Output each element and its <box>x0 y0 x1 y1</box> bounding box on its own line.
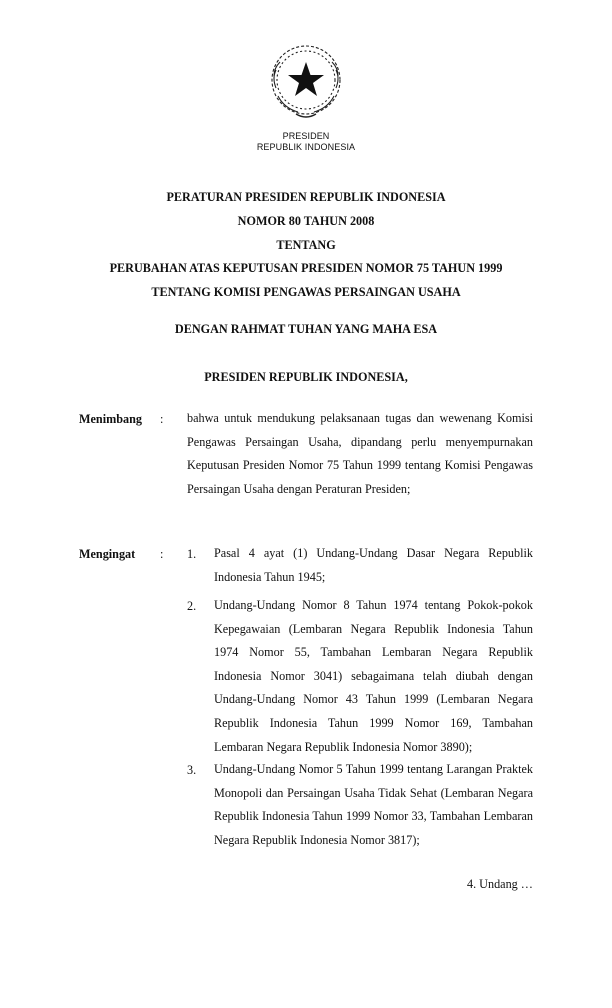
title-line-4: PERUBAHAN ATAS KEPUTUSAN PRESIDEN NOMOR 75 TAHUN 1999 <box>109 261 503 276</box>
title-line-1: PERATURAN PRESIDEN REPUBLIK INDONESIA <box>166 190 446 204</box>
mengingat-item-3-text: Undang-Undang Nomor 5 Tahun 1999 tentang Larangan Praktek Monopoli dan Persaingan Usaha Tidak Sehat (Lembaran Negara Republik Indonesia Tahun 1999 Nomor 33, Tambahan Lembaran Negara Republik Indonesia Nomor 3817); <box>214 762 533 847</box>
mengingat-item-1-number: 1. <box>187 547 197 561</box>
regulation-title <box>0 186 612 305</box>
mengingat-label: Mengingat <box>79 547 136 561</box>
menimbang-text: bahwa untuk mendukung pelaksanaan tugas dan wewenang Komisi Pengawas Persaingan Usaha, dipandang perlu menyempurnakan Keputusan Presiden Nomor 75 Tahun 1999 tentang Komisi Pengawas Persaingan Usaha dengan Peraturan Presiden; <box>187 411 533 496</box>
president-line: PRESIDEN REPUBLIK INDONESIA, <box>204 370 408 384</box>
title-line-3: TENTANG <box>276 237 336 252</box>
emblem-caption-republik: REPUBLIK INDONESIA <box>256 142 356 152</box>
emblem-caption-presiden: PRESIDEN <box>282 131 330 141</box>
blessing-line: DENGAN RAHMAT TUHAN YANG MAHA ESA <box>174 322 438 336</box>
title-line-2: NOMOR 80 TAHUN 2008 <box>237 213 375 228</box>
mengingat-colon: : <box>160 547 164 561</box>
mengingat-item-2-number: 2. <box>187 599 197 613</box>
presidential-emblem-icon <box>266 40 346 128</box>
mengingat-item-3-number: 3. <box>187 763 197 777</box>
page-continuation: 4. Undang … <box>466 877 533 891</box>
menimbang-label: Menimbang <box>79 412 142 426</box>
title-line-5: TENTANG KOMISI PENGAWAS PERSAINGAN USAHA <box>151 285 461 300</box>
mengingat-item-2-text: Undang-Undang Nomor 8 Tahun 1974 tentang Pokok-pokok Kepegawaian (Lembaran Negara Republik Indonesia Tahun 1974 Nomor 55, Tambahan Lembaran Negara Republik Indonesia Nomor 3041) sebagaimana telah diubah dengan Undang-Undang Nomor 43 Tahun 1999 (Lembaran Negara Republik Indonesia Tahun 1999 Nomor 169, Tambahan Lembaran Negara Republik Indonesia Nomor 3890); <box>214 598 533 754</box>
menimbang-colon: : <box>160 412 164 426</box>
mengingat-item-1-text: Pasal 4 ayat (1) Undang-Undang Dasar Negara Republik Indonesia Tahun 1945; <box>214 546 533 584</box>
